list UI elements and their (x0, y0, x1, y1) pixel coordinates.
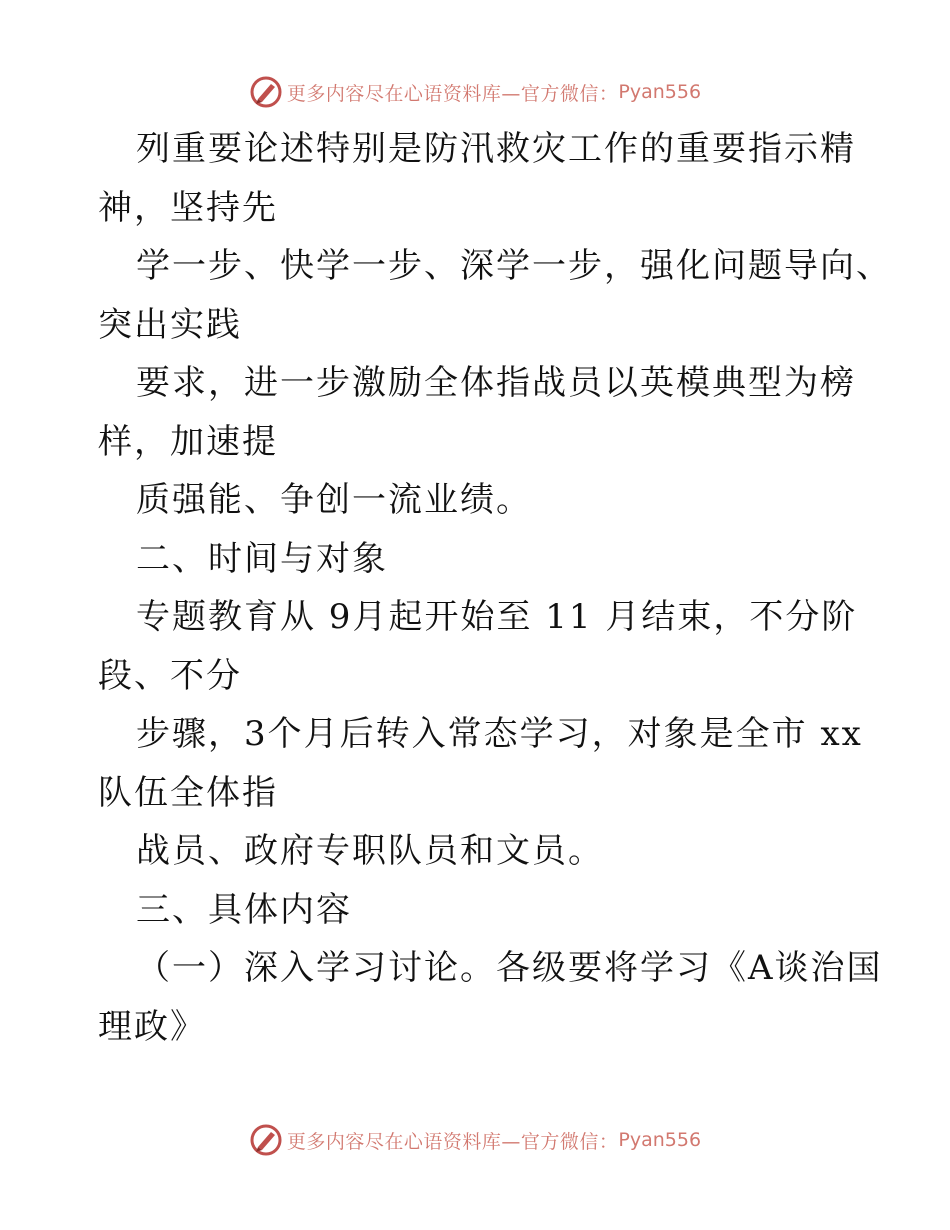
text-line: 队伍全体指 (98, 772, 278, 813)
text-line: 要求，进一步激励全体指战员以英模典型为榜 (136, 363, 856, 403)
header-watermark (0, 72, 950, 112)
text-line: 列重要论述特别是防汛救灾工作的重要指示精 (136, 129, 856, 169)
text-line: （一）深入学习讨论。各级要将学习《A谈治国 (136, 948, 883, 988)
text-line: 段、不分 (98, 655, 242, 696)
section-heading: 二、时间与对象 (136, 538, 388, 579)
text-line: 神，坚持先 (98, 187, 278, 228)
text-line: 专题教育从 9月起开始至 11 月结束，不分阶 (136, 597, 858, 637)
pen-logo-icon (249, 75, 283, 109)
watermark-id: Pyan556 (618, 1129, 702, 1151)
text-line: 学一步、快学一步、深学一步，强化问题导向、 (136, 246, 892, 286)
text-line: 步骤，3个月后转入常态学习，对象是全市 xx (136, 714, 863, 754)
pen-logo-icon (249, 1123, 283, 1157)
text-line: 质强能、争创一流业绩。 (136, 480, 532, 520)
footer-watermark (0, 1120, 950, 1160)
watermark-text: 更多内容尽在心语资料库—官方微信： (286, 82, 619, 105)
text-line: 理政》 (98, 1006, 206, 1047)
document-body (98, 120, 892, 1056)
text-line: 样，加速提 (98, 421, 278, 462)
section-heading: 三、具体内容 (136, 889, 352, 930)
watermark-text: 更多内容尽在心语资料库—官方微信： (286, 1130, 619, 1153)
text-line: 战员、政府专职队员和文员。 (136, 831, 604, 871)
text-line: 突出实践 (98, 304, 242, 345)
watermark-id: Pyan556 (618, 81, 702, 103)
